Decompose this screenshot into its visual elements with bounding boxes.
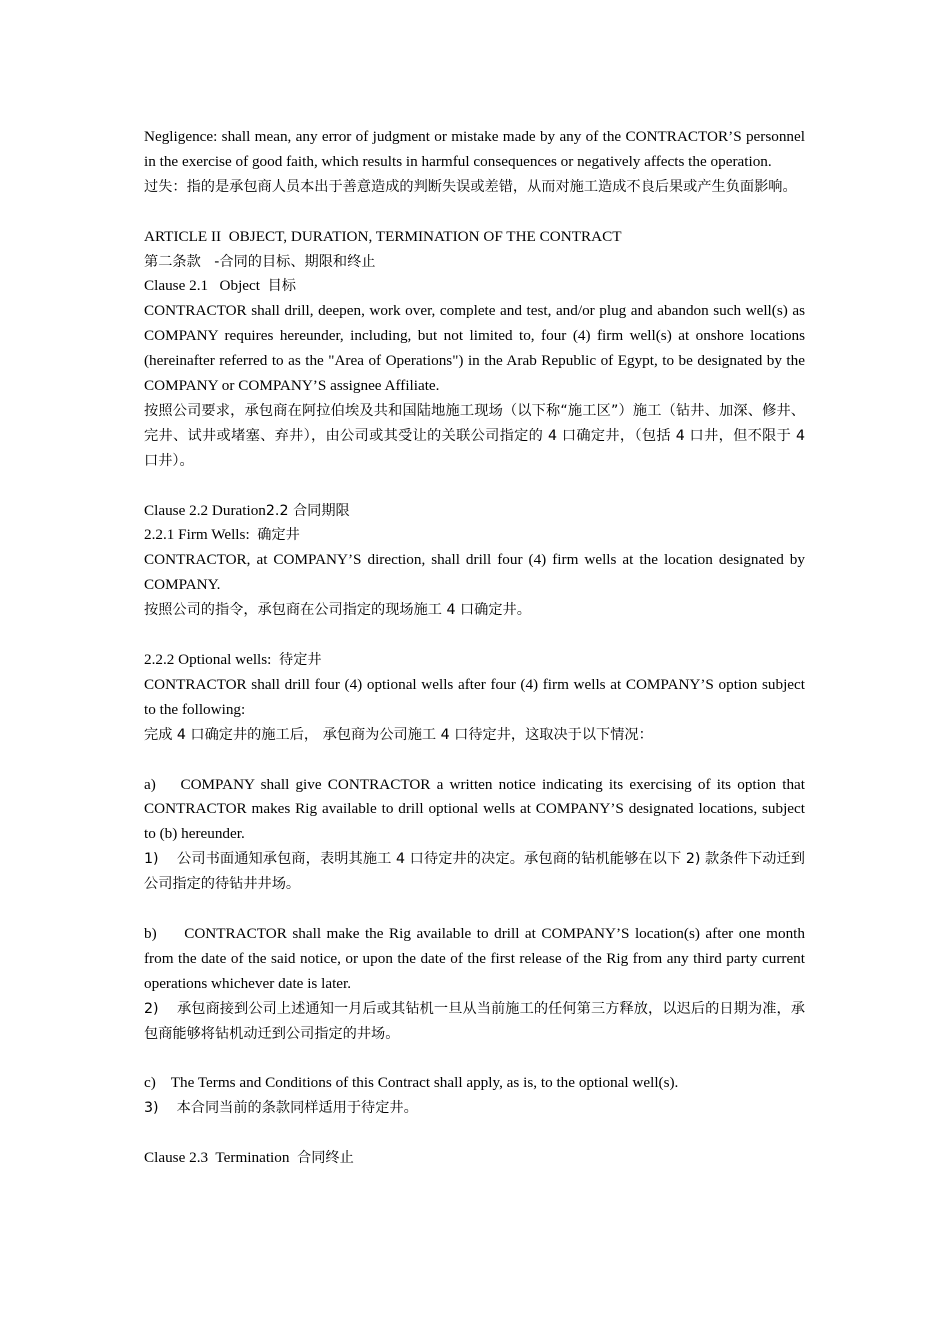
clause-2-1-body-en: CONTRACTOR shall drill, deepen, work over, complete and test, and/or plug and abandon such well(s) as COMPANY requires hereunder, including, but not limited to, four (4) firm well(s) at onshore locations (hereinafter referred to as the "Area of Operations") in the Arab Republic of Egypt, to be designated by the COMPANY or COMPANY’S assignee Affiliate. [144, 302, 805, 395]
spacer [144, 1046, 805, 1071]
clause-2-2-2-heading-en: 2.2.2 Optional wells: [144, 650, 279, 668]
clause-2-2-heading [144, 499, 805, 524]
clause-2-2-2-body-zh: 完成 4 口确定井的施工后， 承包商为公司施工 4 口待定井，这取决于以下情况： [144, 726, 653, 743]
clause-2-1-heading-zh: 目标 [267, 278, 296, 295]
document-page [144, 125, 809, 1171]
clause-2-2-2-body-en: CONTRACTOR shall drill four (4) optional wells after four (4) firm wells at COMPANY’S option subject to the following: [144, 675, 805, 718]
spacer [144, 200, 805, 225]
clause-2-2-heading-zh: 2.2 合同期限 [265, 502, 350, 519]
clause-2-2-1-heading [144, 523, 805, 548]
spacer [144, 1121, 805, 1146]
clause-2-2-1-body-zh: 按照公司的指令，承包商在公司指定的现场施工 4 口确定井。 [144, 602, 531, 619]
clause-2-2-1-heading-en: 2.2.1 Firm Wells: [144, 526, 258, 544]
clause-2-3-heading-en: Clause 2.3 Termination [144, 1149, 298, 1167]
clause-2-2-2-heading-zh: 待定井 [279, 651, 322, 668]
spacer [144, 623, 805, 648]
negligence-definition-en: Negligence: shall mean, any error of judgment or mistake made by any of the CONTRACTOR’S personnel in the exercise of good faith, which results in harmful consequences or negatively affects the operation. [144, 128, 805, 170]
article-2-heading-zh: 第二条款 -合同的目标、期限和终止 [144, 253, 376, 270]
clause-2-1-body-zh: 按照公司要求，承包商在阿拉伯埃及共和国陆地施工现场（以下称“施工区”）施工（钻井、加深、修井、完井、试井或堵塞、弃井），由公司或其受让的关联公司指定的 4 口确定井，（包括 4 口井，但不限于 4 口井）。 [144, 402, 805, 469]
spacer [144, 748, 805, 773]
spacer [144, 474, 805, 499]
negligence-definition-zh: 过失：指的是承包商人员本出于善意造成的判断失误或差错，从而对施工造成不良后果或产生负面影响。 [144, 178, 797, 195]
clause-2-1-heading [144, 274, 805, 299]
spacer [144, 897, 805, 922]
item-c-en: c) The Terms and Conditions of this Contract shall apply, as is, to the optional well(s). [144, 1074, 679, 1092]
item-a-en: a) COMPANY shall give CONTRACTOR a written notice indicating its exercising of its option that CONTRACTOR makes Rig available to drill optional wells at COMPANY’S designated locations, subject to (b) hereunder. [144, 775, 809, 843]
clause-2-2-1-body-en: CONTRACTOR, at COMPANY’S direction, shall drill four (4) firm wells at the location designated by COMPANY. [144, 551, 805, 594]
item-b-en: b) CONTRACTOR shall make the Rig available to drill at COMPANY’S location(s) after one month from the date of the said notice, or upon the date of the first release of the Rig from any third party current operations whichever date is later. [144, 924, 809, 992]
clause-2-1-heading-en: Clause 2.1 Object [144, 277, 268, 295]
clause-2-2-heading-en: Clause 2.2 Duration [144, 501, 266, 519]
item-3-zh: 3) 本合同当前的条款同样适用于待定井。 [144, 1100, 418, 1117]
clause-2-2-2-heading [144, 648, 805, 673]
clause-2-3-heading-zh: 合同终止 [297, 1150, 354, 1167]
clause-2-2-1-heading-zh: 确定井 [257, 527, 300, 544]
item-1-zh: 1) 公司书面通知承包商，表明其施工 4 口待定井的决定。承包商的钻机能够在以下 2) 款条件下动迁到公司指定的待钻井井场。 [144, 851, 805, 893]
clause-2-3-heading [144, 1146, 805, 1171]
article-2-heading-en: ARTICLE II OBJECT, DURATION, TERMINATION OF THE CONTRACT [144, 227, 622, 245]
item-2-zh: 2) 承包商接到公司上述通知一月后或其钻机一旦从当前施工的任何第三方释放，以迟后的日期为准，承包商能够将钻机动迁到公司指定的井场。 [144, 1000, 805, 1042]
